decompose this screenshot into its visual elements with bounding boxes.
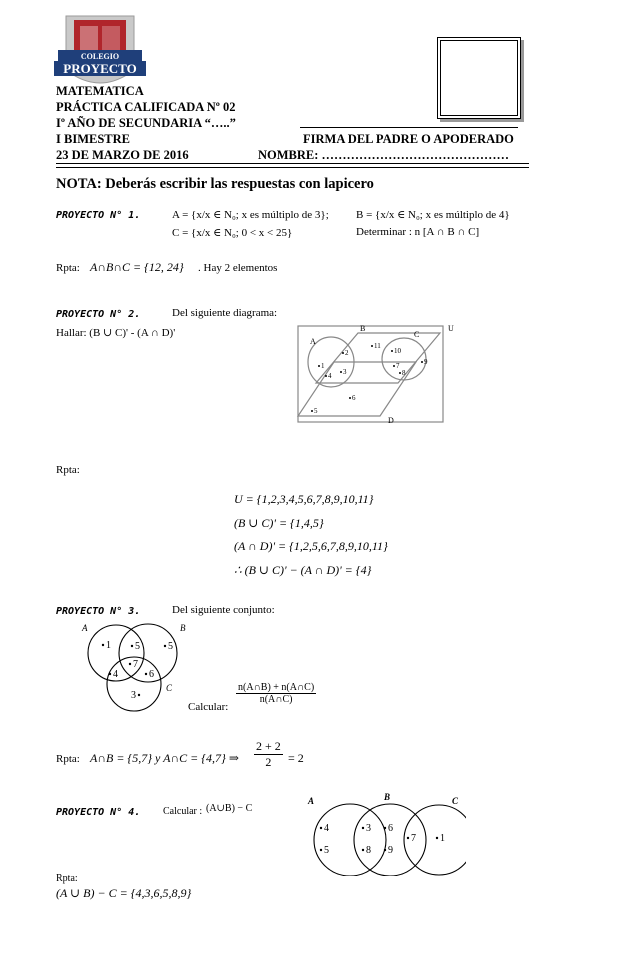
svg-text:8: 8 bbox=[366, 845, 371, 856]
svg-text:11: 11 bbox=[374, 342, 381, 350]
svg-text:3: 3 bbox=[131, 690, 136, 701]
p1-set-a: A = {x/x ∈ N₀; x es múltiplo de 3}; bbox=[172, 209, 329, 221]
p2-label: PROYECTO N° 2. bbox=[56, 309, 141, 320]
svg-text:10: 10 bbox=[394, 347, 401, 355]
p3-fraction-numerator: n(A∩B) + n(A∩C) bbox=[238, 682, 315, 693]
p2-answer-line3: (A ∩ D)' = {1,2,5,6,7,8,9,10,11} bbox=[234, 539, 388, 553]
signature-line bbox=[300, 127, 518, 128]
svg-text:5: 5 bbox=[135, 641, 140, 652]
svg-text:C: C bbox=[452, 796, 459, 806]
p1-rpta-label: Rpta: bbox=[56, 262, 80, 274]
svg-text:7: 7 bbox=[133, 659, 138, 670]
p3-fraction bbox=[236, 682, 316, 705]
svg-text:5: 5 bbox=[314, 407, 318, 415]
svg-text:C: C bbox=[166, 683, 173, 693]
p4-calc-label: Calcular : bbox=[163, 806, 203, 817]
p1-set-b: B = {x/x ∈ N₀; x es múltiplo de 4} bbox=[356, 209, 510, 221]
p1-set-c: C = {x/x ∈ N₀; 0 < x < 25} bbox=[172, 227, 293, 239]
p3-answer-denominator: 2 bbox=[265, 755, 272, 769]
p2-question: Hallar: (B ∪ C)' - (A ∩ D)' bbox=[56, 327, 176, 339]
header-grade: Iº AÑO DE SECUNDARIA “…..” bbox=[56, 116, 236, 130]
svg-text:9: 9 bbox=[388, 845, 393, 856]
p3-description: Del siguiente conjunto: bbox=[172, 604, 275, 616]
svg-text:4: 4 bbox=[328, 372, 332, 380]
p3-answer: A∩B = {5,7} y A∩C = {4,7} ⇒ bbox=[90, 751, 239, 765]
p3-calc-label: Calcular: bbox=[188, 701, 229, 713]
p2-description: Del siguiente diagrama: bbox=[172, 307, 278, 319]
header-signature-label: FIRMA DEL PADRE O APODERADO bbox=[303, 132, 514, 146]
p2-rpta-label: Rpta: bbox=[56, 464, 80, 476]
svg-text:4: 4 bbox=[324, 823, 329, 834]
photo-box bbox=[437, 37, 521, 119]
p1-answer: A∩B∩C = {12, 24} bbox=[90, 260, 184, 274]
svg-text:B: B bbox=[180, 623, 186, 633]
svg-text:A: A bbox=[82, 623, 88, 633]
header-divider bbox=[56, 163, 529, 168]
p3-answer-result: = 2 bbox=[288, 751, 304, 765]
p3-label: PROYECTO N° 3. bbox=[56, 606, 141, 617]
p2-venn-diagram bbox=[296, 322, 458, 425]
header-practice: PRÁCTICA CALIFICADA Nº 02 bbox=[56, 100, 236, 114]
p4-label: PROYECTO N° 4. bbox=[56, 807, 141, 818]
p3-answer-fraction bbox=[254, 739, 283, 770]
p3-venn-diagram bbox=[76, 618, 200, 714]
svg-text:1: 1 bbox=[440, 833, 445, 844]
svg-text:1: 1 bbox=[321, 362, 325, 370]
svg-text:7: 7 bbox=[411, 833, 416, 844]
svg-text:2: 2 bbox=[345, 349, 349, 357]
nota-instruction: NOTA: Deberás escribir las respuestas con lapicero bbox=[56, 176, 374, 192]
set-b-parallelogram bbox=[316, 333, 440, 383]
svg-text:5: 5 bbox=[324, 845, 329, 856]
svg-text:4: 4 bbox=[113, 669, 118, 680]
svg-text:5: 5 bbox=[168, 641, 173, 652]
header-name-field: NOMBRE: ……………………………………… bbox=[258, 148, 510, 162]
header-term: I BIMESTRE bbox=[56, 132, 130, 146]
svg-text:B: B bbox=[384, 792, 391, 802]
svg-text:7: 7 bbox=[396, 362, 400, 370]
svg-text:8: 8 bbox=[402, 369, 406, 377]
svg-text:6: 6 bbox=[352, 394, 356, 402]
p3-rpta-label: Rpta: bbox=[56, 753, 80, 765]
p2-answer-line4: ∴ (B ∪ C)' − (A ∩ D)' = {4} bbox=[234, 563, 372, 577]
label-u: U bbox=[448, 324, 454, 333]
svg-text:6: 6 bbox=[149, 669, 154, 680]
p4-expression: (A∪B) − C bbox=[206, 803, 253, 814]
label-d: D bbox=[388, 416, 394, 425]
svg-text:9: 9 bbox=[424, 358, 428, 366]
label-b: B bbox=[360, 324, 366, 333]
p2-answer-line2: (B ∪ C)' = {1,4,5} bbox=[234, 516, 324, 530]
svg-text:A: A bbox=[308, 796, 315, 806]
svg-text:1: 1 bbox=[106, 640, 111, 651]
p2-answer-line1: U = {1,2,3,4,5,6,7,8,9,10,11} bbox=[234, 492, 374, 506]
p4-answer: (A ∪ B) − C = {4,3,6,5,8,9} bbox=[56, 886, 192, 900]
header-subject: MATEMATICA bbox=[56, 84, 144, 98]
label-c: C bbox=[414, 330, 420, 339]
p1-label: PROYECTO N° 1. bbox=[56, 210, 141, 221]
p1-determine: Determinar : n [A ∩ B ∩ C] bbox=[356, 226, 480, 238]
p3-fraction-denominator: n(A∩C) bbox=[259, 694, 293, 705]
p4-venn-diagram bbox=[302, 792, 466, 876]
svg-text:6: 6 bbox=[388, 823, 393, 834]
p3-answer-numerator: 2 + 2 bbox=[256, 739, 281, 753]
logo-text-bottom: PROYECTO bbox=[63, 61, 137, 76]
logo-text-top: COLEGIO bbox=[80, 52, 120, 61]
header-date: 23 DE MARZO DE 2016 bbox=[56, 148, 189, 162]
svg-text:3: 3 bbox=[366, 823, 371, 834]
p4-rpta-label: Rpta: bbox=[56, 873, 78, 884]
svg-text:3: 3 bbox=[343, 368, 347, 376]
p1-answer-note: . Hay 2 elementos bbox=[198, 262, 278, 274]
label-a: A bbox=[310, 337, 316, 346]
